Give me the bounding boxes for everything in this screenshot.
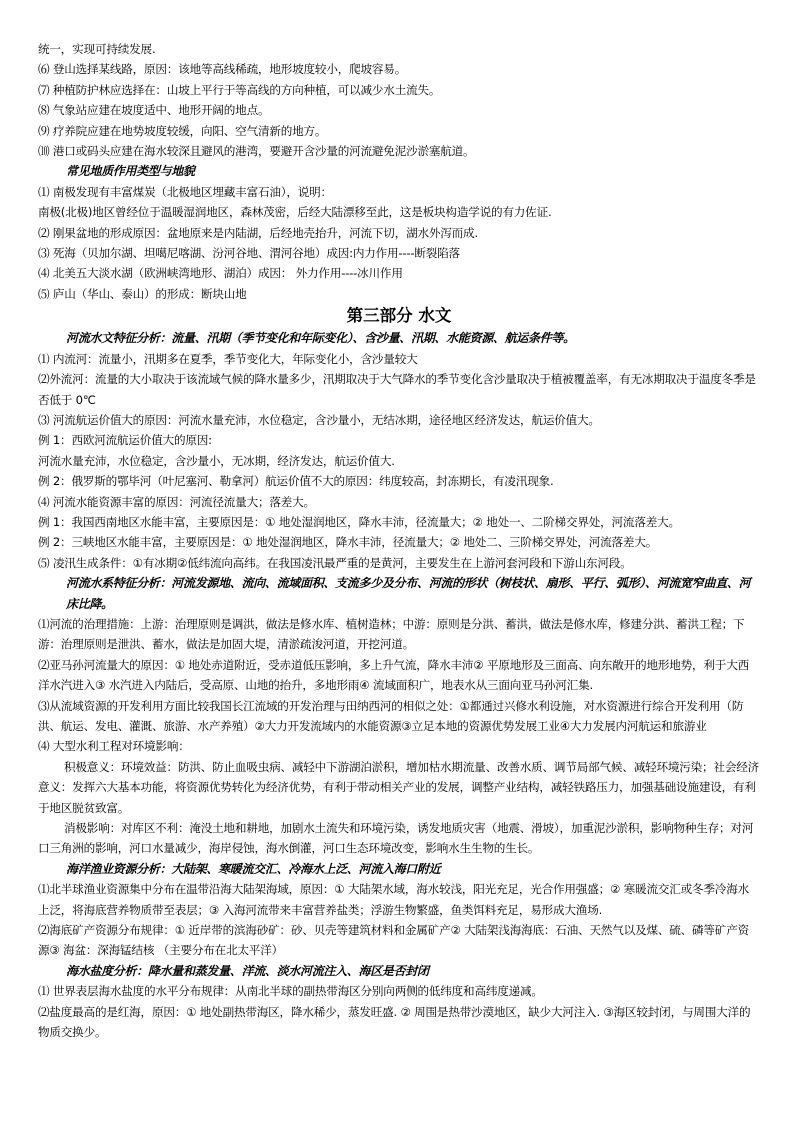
text-line: ⑺ 种植防护林应选择在：山坡上平行于等高线的方向种植，可以减少水土流失。 [38,82,441,97]
text-line: ⑵ 刚果盆地的形成原因：盆地原来是内陆湖，后经地壳抬升，河流下切，湖水外泻而成. [38,225,478,240]
text-paragraph: ⑶从流域资源的开发利用方面比较我国长江流域的开发治理与田纳西河的相似之处：①都通过兴修水利设施，对水资源进行综合开发利用（防洪、航运、发电、灌溉、旅游、水产养殖）②大力开发流域内的水能资源③立足本地的资源优势发展工业④大力发展内河航运和旅游业 [38,698,744,733]
text-paragraph: 积极意义：环境效益：防洪、防止血吸虫病、减轻中下游湖泊淤积，增加枯水期流量、改善水质、调节局部气候、减轻环境污染；社会经济意义：发挥六大基本功能，将资源优势转化为经济优势，有利于带动相关产业的发展，调整产业结构，减轻铁路压力，加强基础设施建设，有利于地区脱贫致富。 [38,759,760,815]
text-line: 河流水量充沛，水位稳定，含沙量小，无冰期，经济发达，航运价值大. [38,453,395,468]
text-line: ⑻ 气象站应建在坡度适中、地形开阔的地点。 [38,103,270,118]
text-line: ⑼ 疗养院应建在地势坡度较缓，向阳、空气清新的地方。 [38,123,327,138]
text-line: ⑸ 庐山（华山、泰山）的形成：断块山地 [38,286,247,301]
text-line: ⑶ 河流航运价值大的原因：河流水量充沛，水位稳定，含沙量小，无结冰期，途径地区经济发达，航运价值大。 [38,412,600,427]
section-title: 第三部分 水文 [346,306,452,326]
text-paragraph: ⑵盐度最高的是红海，原因：① 地处副热带海区，降水稀少，蒸发旺盛. ② 周围是热带沙漠地区，缺少大河注入. ③海区较封闭，与周围大洋的物质交换少。 [38,1004,751,1040]
text-line: 例 1：西欧河流航运价值大的原因: [38,433,212,448]
text-line: ⑴ 内流河：流量小，汛期多在夏季，季节变化大，年际变化小，含沙量较大 [38,351,418,366]
text-line: ⑸ 凌汛生成条件：①有冰期②低纬流向高纬。在我国凌汛最严重的是黄河，主要发生在上游河套河段和下游山东河段。 [38,555,632,570]
text-line: 统一，实现可持续发展. [38,42,156,56]
text-line: 南极(北极)地区曾经位于温暖湿润地区，森林茂密，后经大陆漂移至此，这是板块构造学说的有力佐证. [38,205,552,220]
text-line: ⑽ 港口或码头应建在海水较深且避风的港湾，要避开含沙量的河流避免泥沙淤塞航道。 [38,144,475,159]
text-line: ⑷ 河流水能资源丰富的原因：河流径流量大；落差大。 [38,494,315,509]
text-paragraph: ⑴北半球渔业资源集中分布在温带沿海大陆架海域，原因：① 大陆架水域，海水较浅，阳光充足，光合作用强盛；② 寒暖流交汇或冬季冷海水上泛，将海底营养物质带至表层；③ 入海河流带来丰富营养盐类；浮游生物繁盛，鱼类饵料充足，易形成大渔场. [38,882,749,917]
text-paragraph: ⑴河流的治理措施：上游：治理原则是调洪，做法是修水库、植树造林；中游：原则是分洪、蓄洪，做法是修水库，修建分洪、蓄洪工程；下游：治理原则是泄洪、蓄水，做法是加固大堤，清淤疏浚河道，开挖河道。 [38,616,745,652]
text-line: ⑴ 南极发现有丰富煤炭（北极地区埋藏丰富石油），说明： [38,184,332,199]
text-paragraph: ⑵外流河：流量的大小取决于该流域气候的降水量多少，汛期取决于大气降水的季节变化含沙量取决于植被覆盖率，有无冰期取决于温度冬季是否低于 0℃ [38,372,756,407]
text-line: ⑴ 世界表层海水盐度的水平分布规律：从南北半球的副热带海区分别向两侧的低纬度和高纬度递减。 [38,984,543,999]
heading-fishery: 海洋渔业资源分析：大陆架、寒暖流交汇、冷海水上泛、河流入海口附近 [66,861,441,876]
text-line: ⑷ 北美五大淡水湖（欧洲峡湾地形、湖泊）成因： 外力作用----冰川作用 [38,266,403,281]
text-paragraph: ⑵亚马孙河流量大的原因：① 地处赤道附近，受赤道低压影响，多上升气流，降水丰沛② 平原地形及三面高、向东敞开的地形地势，利于大西洋水汽进入③ 水汽进入内陆后，受高原、山地的抬升，多地形雨④ 流域面积广，地表水从三面向亚马孙河汇集. [38,657,749,693]
text-line: 例 2：俄罗斯的鄂毕河（叶尼塞河、勒拿河）航运价值不大的原因：纬度较高，封冻期长，有凌汛现象. [38,474,554,489]
text-line: ⑹ 登山选择某线路，原因：该地等高线稀疏，地形坡度较小，爬坡容易。 [38,62,407,77]
heading-salinity: 海水盐度分析：降水量和蒸发量、洋流、淡水河流注入、海区是否封闭 [66,963,429,978]
heading-geology: 常见地质作用类型与地貌 [66,164,195,179]
text-paragraph: 消极影响：对库区不利：淹没土地和耕地，加剧水土流失和环境污染，诱发地质灾害（地震、滑坡），加重泥沙淤积，影响物种生存；对河口三角洲的影响，河口水量减少，海岸侵蚀，海水倒灌，河口生态环境改变，影响水生生物的生长。 [38,821,754,856]
document-page [38,39,760,1043]
heading-river-hydrology: 河流水文特征分析：流量、汛期（季节变化和年际变化）、含沙量、汛期、水能资源、航运条件等。 [66,331,575,346]
text-line: ⑶ 死海（贝加尔湖、坦噶尼喀湖、汾河谷地、渭河谷地）成因:内力作用----断裂陷落 [38,246,460,261]
text-line: ⑷ 大型水利工程对环境影响： [38,739,190,754]
text-paragraph: ⑵海底矿产资源分布规律：① 近岸带的滨海砂矿：砂、贝壳等建筑材料和金属矿产② 大陆架浅海海底：石油、天然气以及煤、硫、磷等矿产资源③ 海盆：深海锰结核 （主要分布在北太平洋） [38,923,749,958]
text-line: 例 1：我国西南地区水能丰富，主要原因是：① 地处湿润地区，降水丰沛，径流量大；② 地处一、二阶梯交界处，河流落差大。 [38,514,680,529]
heading-river-system: 河流水系特征分析：河流发源地、流向、流域面积、支流多少及分布、河流的形状（树枝状、扇形、平行、弧形）、河流宽窄曲直、河床比降。 [66,576,751,611]
text-line: 例 2：三峡地区水能丰富，主要原因是：① 地处湿润地区，降水丰沛，径流量大；② 地处二、三阶梯交界处，河流落差大。 [38,535,658,550]
